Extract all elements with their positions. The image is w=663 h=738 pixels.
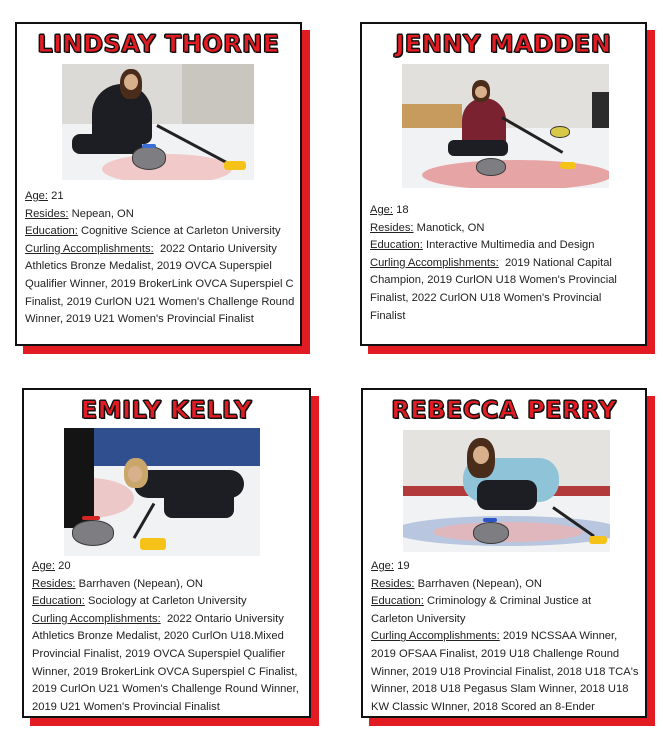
accomplishments-line: Finalist, 2022 CurlON U18 Women's Provincial bbox=[370, 291, 602, 304]
player-name: EMILY KELLY bbox=[80, 396, 253, 424]
player-photo bbox=[403, 430, 610, 552]
accomplishments-line: Winner, 2019 U21 Women's Provincial Finalist bbox=[25, 313, 254, 326]
player-card-jenny-madden bbox=[360, 22, 655, 354]
accomplishments-line: Athletics Bronze Medalist, 2020 CurlOn U18.Mixed bbox=[32, 630, 284, 643]
accomplishments-line: 2019 NCSSAA Winner, bbox=[502, 630, 618, 643]
age-value: 21 bbox=[51, 190, 64, 202]
accomplishments-line: KW Classic WInner, 2018 Scored an 8-Ender bbox=[371, 700, 595, 713]
card-frame bbox=[22, 388, 311, 718]
education-value: Sociology at Carleton University bbox=[87, 595, 247, 608]
age-value: 18 bbox=[396, 204, 409, 216]
age-label: Age: bbox=[25, 190, 49, 202]
age-value: 20 bbox=[58, 560, 71, 572]
education-label: Education: bbox=[371, 595, 424, 608]
accomplishments-line: Winner, 2019 U18 Provincial Finalist, 2018 U18 TCA's bbox=[371, 665, 639, 678]
accomplishments-line: Finalist bbox=[370, 309, 406, 322]
accomplishments-label: Curling Accomplishments: bbox=[32, 612, 161, 625]
resides-value: Manotick, ON bbox=[416, 221, 485, 234]
resides-value: Nepean, ON bbox=[71, 207, 134, 220]
card-frame bbox=[361, 388, 647, 718]
age-value: 19 bbox=[397, 560, 410, 572]
player-name: LINDSAY THORNE bbox=[37, 30, 280, 58]
accomplishments-label: Curling Accomplishments: bbox=[25, 242, 154, 255]
education-value-cont: Carleton University bbox=[371, 612, 466, 625]
education-label: Education: bbox=[370, 239, 423, 252]
accomplishments-line: Winner, 2018 U18 Pegasus Slam Winner, 2018 U18 bbox=[371, 683, 629, 696]
player-photo bbox=[402, 64, 609, 188]
player-name: REBECCA PERRY bbox=[391, 396, 617, 424]
resides-value: Barrhaven (Nepean), ON bbox=[78, 577, 204, 590]
age-label: Age: bbox=[370, 204, 394, 216]
accomplishments-line: Finalist, 2019 CurlON U21 Women's Challenge Round bbox=[25, 295, 295, 308]
accomplishments-line: 2022 Ontario University bbox=[159, 242, 277, 255]
player-card-emily-kelly bbox=[22, 388, 319, 726]
player-card-rebecca-perry bbox=[361, 388, 655, 726]
accomplishments-line: Champion, 2019 CurlON U18 Women's Provincial bbox=[370, 274, 617, 287]
education-label: Education: bbox=[25, 225, 78, 238]
accomplishments-line: 2019 OFSAA Finalist, 2019 U18 Challenge Round bbox=[371, 647, 620, 660]
player-info bbox=[371, 558, 647, 716]
age-label: Age: bbox=[371, 560, 395, 572]
resides-label: Resides: bbox=[371, 577, 415, 590]
accomplishments-line: Winner, 2019 BrokerLink OVCA Superspiel C Finalist, bbox=[32, 665, 298, 678]
accomplishments-label: Curling Accomplishments: bbox=[370, 256, 499, 269]
accomplishments-line: Athletics Bronze Medalist, 2019 OVCA Superspiel bbox=[25, 260, 272, 273]
education-value: Criminology & Criminal Justice at bbox=[426, 595, 592, 608]
player-photo bbox=[62, 64, 254, 180]
education-value: Cognitive Science at Carleton University bbox=[80, 225, 281, 238]
accomplishments-line: Provincial Finalist, 2019 OVCA Superspiel Qualifier bbox=[32, 647, 286, 660]
resides-value: Barrhaven (Nepean), ON bbox=[417, 577, 543, 590]
accomplishments-line: 2019 U21 Women's Provincial Finalist bbox=[32, 700, 220, 713]
player-photo bbox=[64, 428, 260, 556]
accomplishments-line: 2019 CurlOn U21 Women's Challenge Round Winner, bbox=[32, 683, 299, 696]
education-label: Education: bbox=[32, 595, 85, 608]
age-label: Age: bbox=[32, 560, 56, 572]
accomplishments-line: Qualifier Winner, 2019 BrokerLink OVCA Superspiel C bbox=[25, 277, 294, 290]
resides-label: Resides: bbox=[25, 207, 69, 220]
accomplishments-label: Curling Accomplishments: bbox=[371, 630, 500, 643]
player-info bbox=[32, 558, 311, 716]
player-name: JENNY MADDEN bbox=[395, 30, 612, 58]
player-info bbox=[370, 202, 645, 325]
accomplishments-line: 2019 National Capital bbox=[504, 256, 612, 269]
player-info bbox=[25, 188, 300, 329]
player-card-lindsay-thorne bbox=[15, 22, 310, 354]
education-value: Interactive Multimedia and Design bbox=[425, 239, 595, 252]
resides-label: Resides: bbox=[32, 577, 76, 590]
accomplishments-line: 2022 Ontario University bbox=[166, 612, 284, 625]
card-frame bbox=[360, 22, 647, 346]
card-frame bbox=[15, 22, 302, 346]
resides-label: Resides: bbox=[370, 221, 414, 234]
